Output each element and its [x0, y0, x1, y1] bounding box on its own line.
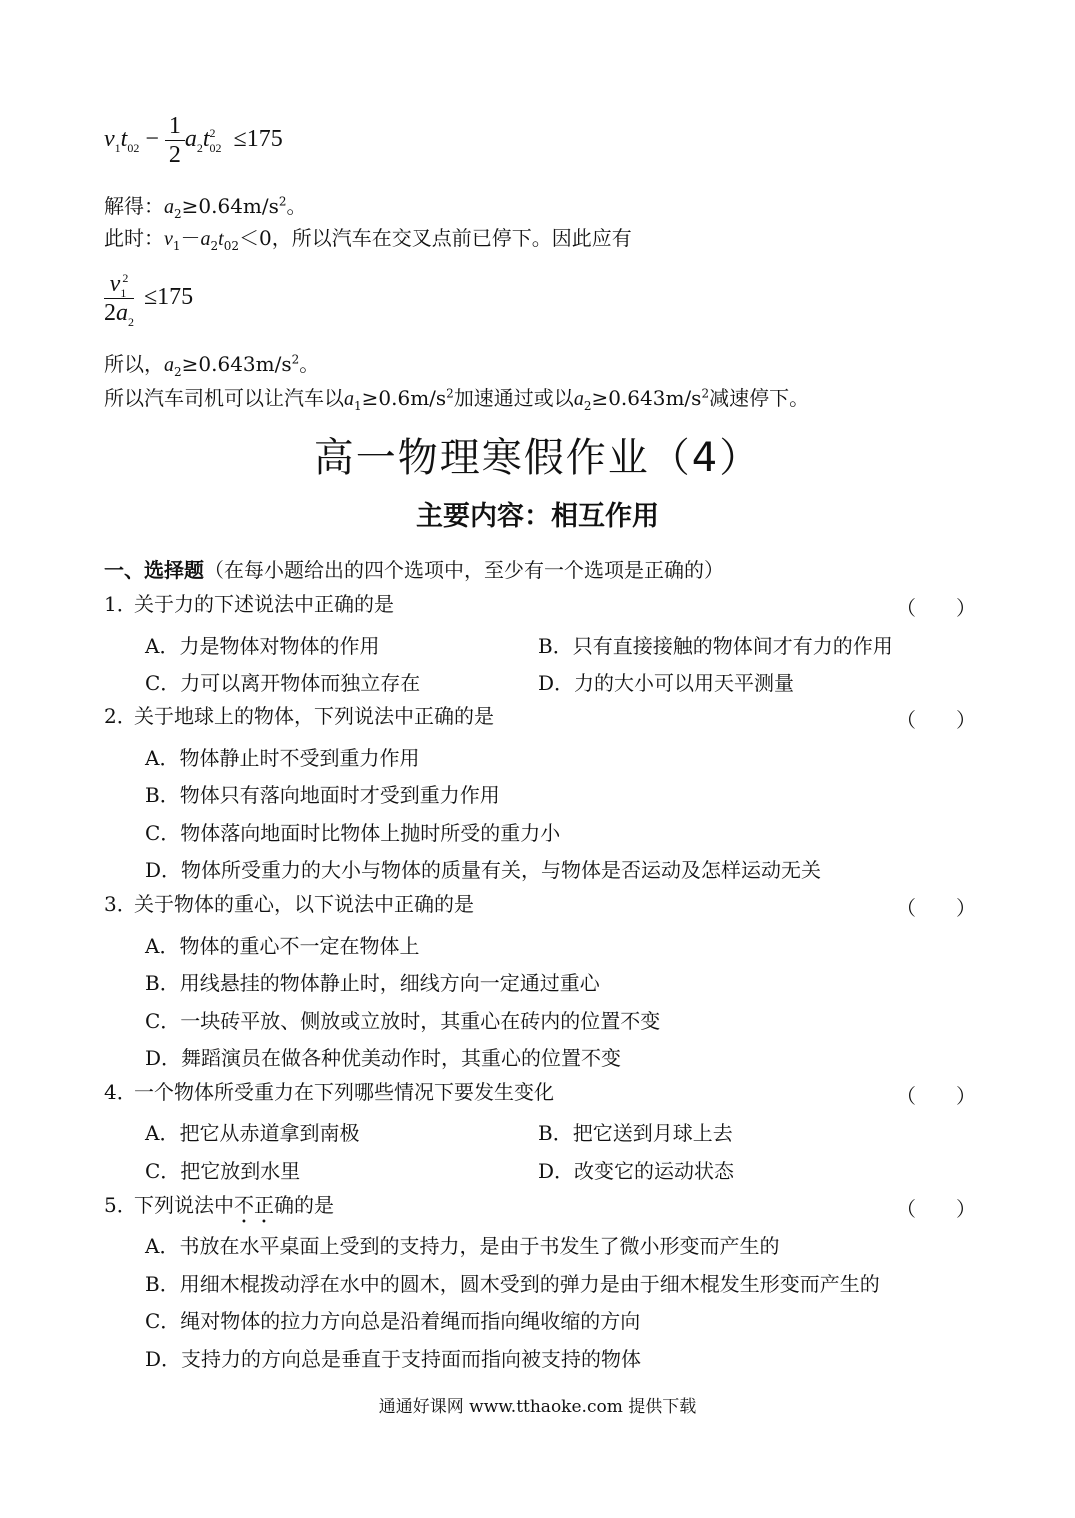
answer-blank-5[interactable]: （ ） [896, 1197, 976, 1221]
answer-blank-3[interactable]: （ ） [896, 896, 976, 920]
question-5: 5．下列说法中不正确的是 [104, 1193, 334, 1217]
option-5b: B．用细木棍拨动浮在水中的圆木，圆木受到的弹力是由于细木棍发生形变而产生的 [145, 1272, 880, 1296]
fraction-half: $\frac{1}{2}$ [165, 112, 185, 169]
option-3d: D．舞蹈演员在做各种优美动作时，其重心的位置不变 [145, 1046, 622, 1070]
page-footer: 通通好课网 www.tthaoke.com 提供下载 [378, 1397, 697, 1417]
answer-blank-1[interactable]: （ ） [896, 596, 976, 620]
conclusion-line: 所以汽车司机可以让汽车以$a_1\ge 0.6m/s^2$加速通过或以$a_2\ge 0.643m/s^2$减速停下。 [104, 386, 810, 413]
fraction-v-squared: $\frac{v_1^2}{2a_2}$ [104, 271, 134, 329]
option-2b: B．物体只有落向地面时才受到重力作用 [145, 783, 500, 807]
option-5a: A．书放在水平桌面上受到的支持力，是由于书发生了微小形变而产生的 [145, 1234, 780, 1258]
option-4b: B．把它送到月球上去 [538, 1121, 733, 1145]
option-2c: C．物体落向地面时比物体上抛时所受的重力小 [145, 821, 561, 845]
question-1: 1．关于力的下述说法中正确的是 [104, 592, 394, 616]
option-3b: B．用线悬挂的物体静止时，细线方向一定通过重心 [145, 971, 600, 995]
inequality-1: $v_1t_{02}$ − $\frac{1}{2}$ $a_2t^2_{02} \le 175$ [104, 113, 283, 168]
option-2a: A．物体静止时不受到重力作用 [145, 746, 420, 770]
question-4: 4．一个物体所受重力在下列哪些情况下要发生变化 [104, 1080, 554, 1104]
option-1a: A．力是物体对物体的作用 [145, 634, 380, 658]
page-title: 高一物理寒假作业（4） [313, 435, 762, 481]
answer-blank-2[interactable]: （ ） [896, 708, 976, 732]
emphasis-not: 不正 [234, 1193, 274, 1217]
result-line-2: 所以，$a_2\ge 0.643m/s^2$。 [104, 352, 320, 379]
section-heading: 一、选择题（在每小题给出的四个选项中，至少有一个选项是正确的） [104, 558, 724, 582]
option-5d: D．支持力的方向总是垂直于支持面而指向被支持的物体 [145, 1347, 642, 1371]
option-4a: A．把它从赤道拿到南极 [145, 1121, 360, 1145]
page-subtitle: 主要内容：相互作用 [416, 501, 659, 532]
result-line-1: 解得：$a_2\ge 0.64m/s^2$。 [104, 194, 307, 221]
question-2: 2．关于地球上的物体，下列说法中正确的是 [104, 704, 494, 728]
option-1c: C．力可以离开物体而独立存在 [145, 671, 421, 695]
option-1d: D．力的大小可以用天平测量 [538, 671, 795, 695]
option-1b: B．只有直接接触的物体间才有力的作用 [538, 634, 893, 658]
option-5c: C．绳对物体的拉力方向总是沿着绳而指向绳收缩的方向 [145, 1309, 641, 1333]
option-4c: C．把它放到水里 [145, 1159, 301, 1183]
note-line: 此时：$v_1-a_2t_{02}<0$，所以汽车在交叉点前已停下。因此应有 [104, 226, 632, 253]
option-3c: C．一块砖平放、侧放或立放时，其重心在砖内的位置不变 [145, 1009, 661, 1033]
question-3: 3．关于物体的重心，以下说法中正确的是 [104, 892, 474, 916]
option-2d: D．物体所受重力的大小与物体的质量有关，与物体是否运动及怎样运动无关 [145, 858, 822, 882]
option-3a: A．物体的重心不一定在物体上 [145, 934, 420, 958]
answer-blank-4[interactable]: （ ） [896, 1084, 976, 1108]
inequality-2: $\frac{v_1^2}{2a_2}$ ≤175 [104, 271, 194, 329]
option-4d: D．改变它的运动状态 [538, 1159, 735, 1183]
